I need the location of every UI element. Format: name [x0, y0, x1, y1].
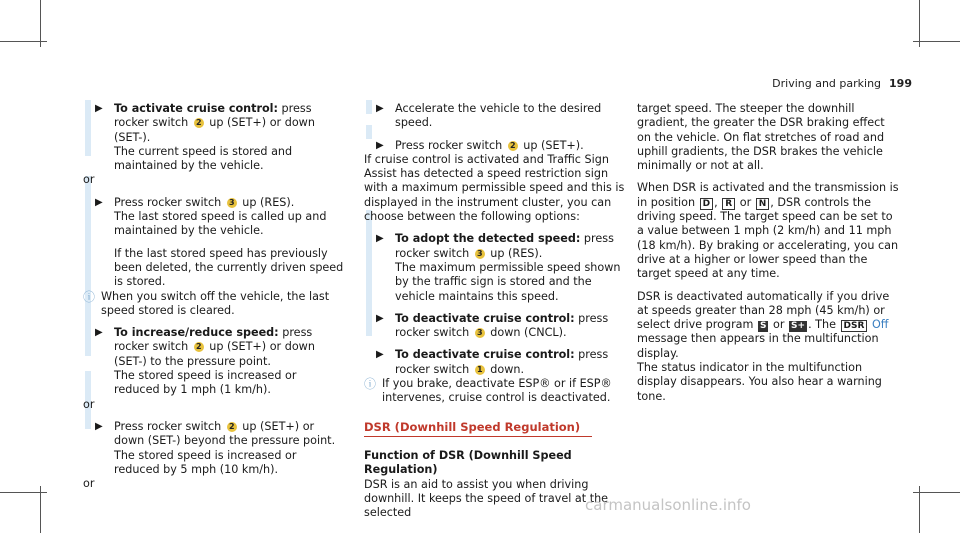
step-deactivate: ▶ To deactivate cruise control: press rocker switch 3 down (CNCL). — [376, 311, 609, 340]
number-badge: 3 — [227, 198, 237, 208]
number-badge: 2 — [194, 342, 204, 352]
number-badge: 3 — [475, 328, 485, 338]
step-result: The last stored speed is called up and maintained by the vehicle. — [114, 210, 327, 238]
number-badge: 1 — [475, 365, 485, 375]
subsection-title: Function of DSR (Downhill Speed Regulation) — [364, 448, 572, 477]
step-arrow-icon: ▶ — [376, 233, 384, 245]
gear-r-icon: R — [722, 198, 735, 210]
crop-mark — [919, 486, 920, 533]
paragraph: DSR is deactivated automatically if you drive at speeds greater than 28 mph (45 km/h) or select drive program S or S+ . The DSR Off message then appears in the multifunction display. The status indicator in the multifunction display disappears. You also hear a warning tone. — [637, 289, 890, 403]
or-text: or — [83, 397, 95, 411]
info-note: ⓘ When you switch off the vehicle, the last speed stored is cleared. — [83, 289, 330, 317]
step-arrow-icon: ▶ — [376, 139, 384, 151]
paragraph: target speed. The steeper the downhill gradient, the greater the DSR braking effect on the vehicle. On flat stretches of road and uphill gradients, the DSR brakes the vehicle minimally or not at all. — [637, 102, 885, 173]
step-result: The stored speed is increased or reduced by 1 mph (1 km/h). — [114, 369, 297, 397]
crop-mark — [913, 41, 960, 42]
or-text: or — [83, 173, 95, 187]
step-detail: If the last stored speed has previously been deleted, the currently driven speed is stored. — [114, 246, 344, 289]
step-title: To deactivate cruise control: — [395, 311, 575, 325]
step-result: The current speed is stored and maintained by the vehicle. — [114, 144, 293, 173]
step-arrow-icon: ▶ — [95, 103, 103, 114]
number-badge: 2 — [508, 141, 518, 151]
number-badge: 3 — [475, 249, 485, 259]
step-resume: ▶ Press rocker switch 3 up (RES). The last stored speed is called up and maintained by the vehicle. If the last stored speed has previously been deleted, the currently driven speed is stored. — [95, 195, 344, 289]
crop-mark — [40, 486, 41, 533]
paragraph: If cruise control is activated and Traffic Sign Assist has detected a speed restriction sign with a maximum permissible speed and this is displayed in the instrument cluster, you can choose between the following options: — [364, 152, 625, 224]
gear-d-icon: D — [700, 198, 713, 210]
off-status: Off — [872, 318, 889, 332]
step-set: ▶ Press rocker switch 2 up (SET+). — [376, 138, 584, 152]
step-arrow-icon: ▶ — [376, 349, 384, 361]
info-icon: ⓘ — [364, 377, 377, 392]
step-arrow-icon: ▶ — [376, 312, 384, 324]
step-title: To increase/reduce speed: — [114, 326, 279, 340]
step-title: To adopt the detected speed: — [395, 232, 581, 246]
step-arrow-icon: ▶ — [376, 103, 384, 114]
step-increase-reduce-large: ▶ Press rocker switch 2 up (SET+) or down (SET-) beyond the pressure point. The stored speed is increased or reduced by 5 mph (10 km/h). — [95, 419, 336, 476]
number-badge: 2 — [194, 118, 204, 128]
paragraph: DSR is an aid to assist you when driving downhill. It keeps the speed of travel at the selected — [364, 477, 609, 520]
step-title: To activate cruise control: — [114, 102, 278, 115]
column-left — [83, 102, 345, 491]
section-title: DSR (Downhill Speed Regulation) — [364, 420, 592, 437]
step-deactivate-alt: ▶ To deactivate cruise control: press rocker switch 1 down. — [376, 348, 609, 376]
info-icon: ⓘ — [83, 289, 96, 304]
info-note: ⓘ If you brake, deactivate ESP® or if ESP® intervenes, cruise control is deactivated. — [364, 377, 612, 405]
step-result: The stored speed is increased or reduced by 5 mph (10 km/h). — [114, 448, 297, 476]
page-header — [772, 77, 912, 90]
step-activate: ▶ To activate cruise control: press rocker switch 2 up (SET+) or down (SET-). The current speed is stored and maintained by the vehicle. — [95, 102, 315, 173]
drive-program-splus-icon: S+ — [791, 321, 806, 332]
step-result: The maximum permissible speed shown by the traffic sign is stored and the vehicle maintains this speed. — [395, 260, 621, 303]
paragraph: When DSR is activated and the transmission is in position D , R or N , DSR controls the driving speed. The target speed can be set to a value between 1 mph (2 km/h) and 11 mph (18 km/h). By braking or accelerating, you can drive at a higher or lower speed than the target speed at any time. — [637, 181, 899, 281]
dsr-icon: DSR — [841, 320, 868, 332]
step-arrow-icon: ▶ — [95, 196, 103, 208]
watermark: carmanualsonline.info — [585, 496, 751, 514]
number-badge: 2 — [227, 422, 237, 432]
crop-mark — [919, 0, 920, 47]
crop-mark — [40, 0, 41, 47]
step-arrow-icon: ▶ — [95, 327, 103, 339]
section-name: Driving and parking — [772, 77, 882, 90]
crop-mark — [913, 492, 960, 493]
column-middle — [364, 102, 626, 520]
step-arrow-icon: ▶ — [95, 420, 103, 432]
gear-n-icon: N — [756, 198, 770, 210]
drive-program-s-icon: S — [759, 321, 767, 332]
step-increase-reduce: ▶ To increase/reduce speed: press rocker switch 2 up (SET+) or down (SET-) to the pressure point. The stored speed is increased or reduced by 1 mph (1 km/h). — [95, 326, 315, 397]
step-adopt-speed: ▶ To adopt the detected speed: press rocker switch 3 up (RES). The maximum permissible speed shown by the traffic sign is stored and the vehicle maintains this speed. — [376, 232, 621, 303]
page-number: 199 — [889, 77, 912, 90]
step-title: To deactivate cruise control: — [395, 348, 575, 362]
column-right — [637, 102, 899, 404]
step-accelerate: ▶ Accelerate the vehicle to the desired speed. — [376, 102, 602, 130]
or-text: or — [83, 477, 95, 491]
